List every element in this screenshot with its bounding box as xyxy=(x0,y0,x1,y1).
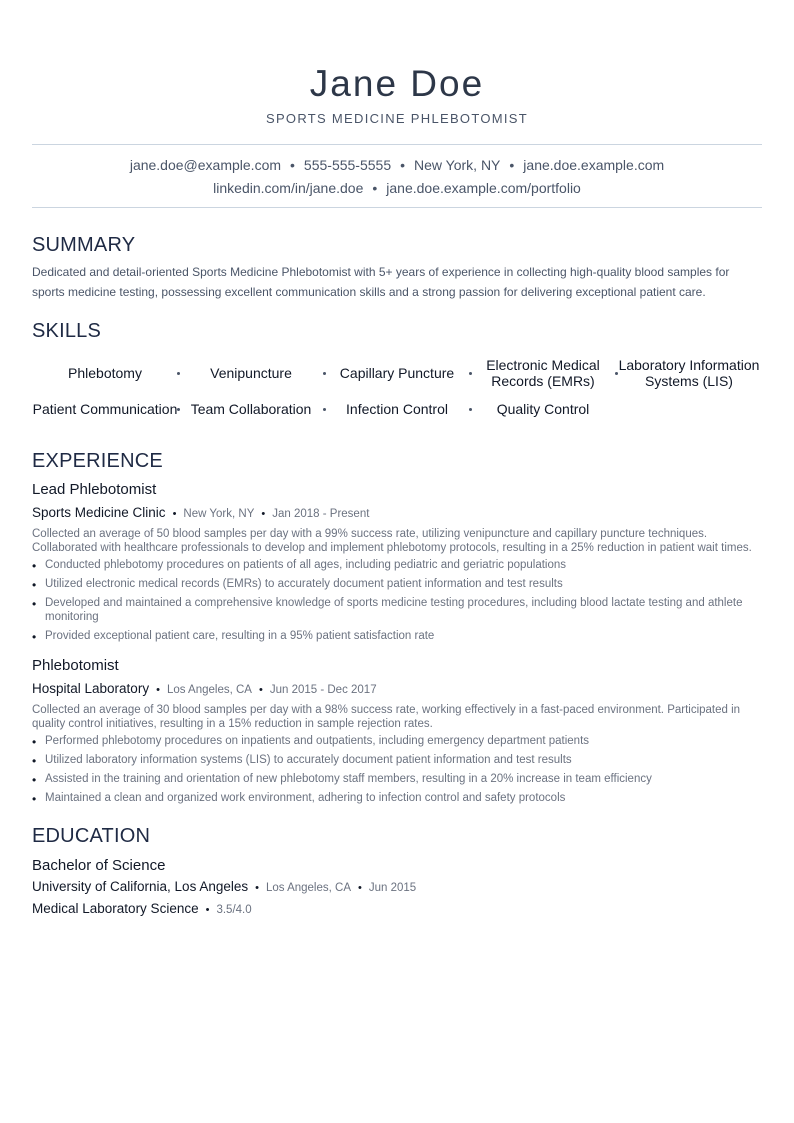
contact-info xyxy=(32,145,762,207)
bullet-separator: • xyxy=(372,180,378,196)
candidate-title: SPORTS MEDICINE PHLEBOTOMIST xyxy=(265,111,528,126)
bullet-separator: • xyxy=(205,904,210,916)
bullet-separator: • xyxy=(358,882,362,894)
contact-line-2 xyxy=(32,177,762,200)
education-degree: Bachelor of Science xyxy=(32,857,166,874)
skill-item: Phlebotomy xyxy=(32,355,178,391)
job-dates: Jun 2015 - Dec 2017 xyxy=(269,684,377,696)
job-bullet: • Developed and maintained a comprehensive knowledge of sports medicine testing procedures, including blood lactate testing and athlete monitoring xyxy=(32,596,762,624)
bullet-separator: • xyxy=(400,157,406,173)
job-bullet: • Utilized electronic medical records (EMRs) to accurately document patient information and test results xyxy=(32,577,762,591)
contact-phone[interactable]: 555-555-5555 xyxy=(303,157,392,173)
job-location: New York, NY xyxy=(183,508,255,520)
education-heading: EDUCATION xyxy=(32,825,151,847)
contact-email[interactable]: jane.doe@example.com xyxy=(129,157,282,173)
job-bullet: • Maintained a clean and organized work environment, adhering to infection control and safety protocols xyxy=(32,791,762,805)
contact-location: New York, NY xyxy=(414,157,501,173)
skill-item: Patient Communication xyxy=(32,391,178,427)
contact-website[interactable]: jane.doe.example.com xyxy=(523,157,665,173)
job-bullets xyxy=(32,734,762,805)
skill-item: Venipuncture xyxy=(178,355,324,391)
job-company: Sports Medicine Clinic xyxy=(32,505,166,520)
education-major-line xyxy=(32,899,762,920)
job-bullet: • Assisted in the training and orientation of new phlebotomy staff members, resulting in a 20% increase in team efficiency xyxy=(32,772,762,786)
education-date: Jun 2015 xyxy=(368,882,417,894)
bullet-separator: • xyxy=(509,157,515,173)
job-bullet: • Utilized laboratory information systems (LIS) to accurately document patient information and test results xyxy=(32,753,762,767)
job-bullets xyxy=(32,558,762,643)
bullet-separator: • xyxy=(255,882,259,894)
experience-heading: EXPERIENCE xyxy=(32,450,163,472)
education-major: Medical Laboratory Science xyxy=(32,901,199,916)
bullet-separator: • xyxy=(172,508,177,520)
bullet-separator: • xyxy=(258,684,263,696)
summary-heading: SUMMARY xyxy=(32,234,136,256)
education-school-line xyxy=(32,877,762,898)
skill-item: Laboratory Information Systems (LIS) xyxy=(618,357,760,389)
job-role: Phlebotomist xyxy=(32,657,119,674)
job-description: Collected an average of 50 blood samples per day with a 99% success rate, utilizing venipuncture and capillary puncture techniques. Collaborated with healthcare professionals to develop and implement phlebotomy protocols, resulting in a 25% reduction in patient wait times. xyxy=(32,528,752,554)
resume-header xyxy=(32,0,762,127)
job-dates: Jan 2018 - Present xyxy=(272,508,370,520)
education-location: Los Angeles, CA xyxy=(265,882,351,894)
job-entry xyxy=(32,480,762,643)
summary-text: Dedicated and detail-oriented Sports Medicine Phlebotomist with 5+ years of experience in collecting high-quality blood samples for sports medicine testing, possessing excellent communication skills and a strong passion for delivering exceptional patient care. xyxy=(32,265,730,299)
skill-item: Infection Control xyxy=(324,391,470,427)
bullet-separator: • xyxy=(156,684,160,696)
job-bullet: • Conducted phlebotomy procedures on patients of all ages, including pediatric and geriatric populations xyxy=(32,558,762,572)
skills-list xyxy=(32,355,762,427)
job-company: Hospital Laboratory xyxy=(32,681,150,696)
skills-heading: SKILLS xyxy=(32,320,102,342)
bullet-separator: • xyxy=(290,157,295,173)
education-school: University of California, Los Angeles xyxy=(32,879,249,894)
job-meta xyxy=(32,503,762,524)
skill-item: Team Collaboration xyxy=(178,391,324,427)
contact-portfolio[interactable]: jane.doe.example.com/portfolio xyxy=(386,180,581,196)
education-gpa: 3.5/4.0 xyxy=(216,904,252,916)
divider-bottom xyxy=(32,207,762,208)
job-entry xyxy=(32,656,762,805)
skill-item: Electronic Medical Records (EMRs) xyxy=(470,355,616,391)
job-meta xyxy=(32,679,762,700)
contact-linkedin[interactable]: linkedin.com/in/jane.doe xyxy=(213,180,364,196)
contact-line-1 xyxy=(32,154,762,177)
job-description: Collected an average of 30 blood samples per day with a 98% success rate, working effectively in a fast-paced environment. Participated in quality control initiatives, resulting in a 15% reduction in sample rejection rates. xyxy=(32,704,741,730)
bullet-separator: • xyxy=(261,508,266,520)
job-location: Los Angeles, CA xyxy=(166,684,252,696)
skill-item: Capillary Puncture xyxy=(324,355,470,391)
skill-item: Quality Control xyxy=(496,401,590,417)
candidate-name: Jane Doe xyxy=(309,63,485,104)
job-bullet: • Provided exceptional patient care, resulting in a 95% patient satisfaction rate xyxy=(32,629,762,643)
job-bullet: • Performed phlebotomy procedures on inpatients and outpatients, including emergency department patients xyxy=(32,734,762,748)
job-role: Lead Phlebotomist xyxy=(32,481,157,498)
